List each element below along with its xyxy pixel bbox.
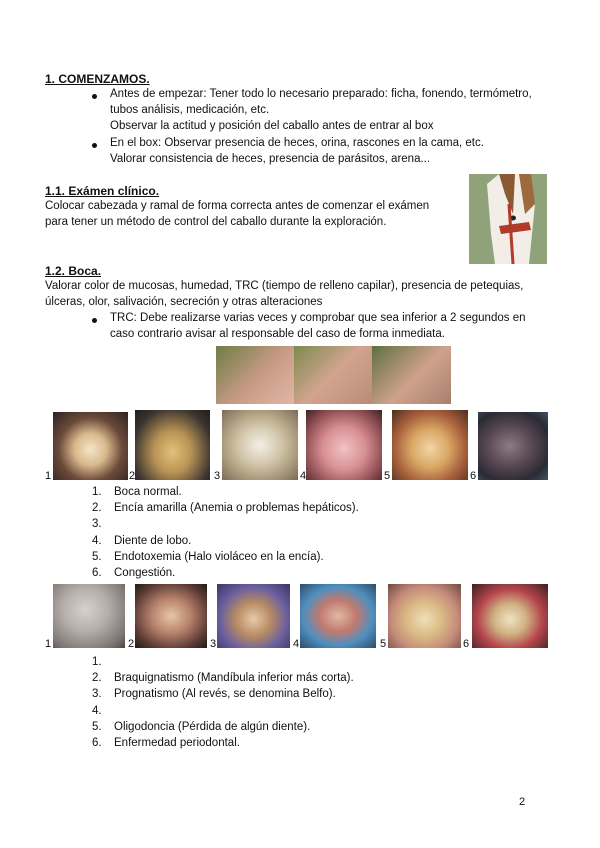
text-line: Valorar consistencia de heces, presencia de parásitos, arena... [110,153,431,165]
list-item: 1. [92,656,102,668]
text-line: Observar la actitud y posición del caballo antes de entrar al box [110,120,434,132]
section-heading-examen: 1.1. Exámen clínico. [45,184,160,198]
mouth-photo-yellow-gum [135,410,210,480]
mouth-photo-prognathism [217,584,290,648]
photo-number: 5 [380,638,387,650]
horse-head-photo [469,174,547,264]
list-item: 2. Braquignatismo (Mandíbula inferior más corta). [92,672,354,685]
mouth-photo-endotoxemia [392,410,468,480]
list-item: 5. Oligodoncia (Pérdida de algún diente). [92,720,311,733]
mouth-photo-row2-1 [53,584,125,648]
section-heading-comenzamos: 1. COMENZAMOS. [45,72,150,86]
text-line: TRC: Debe realizarse varias veces y comprobar que sea inferior a 2 segundos en [110,312,526,324]
text-line: Colocar cabezada y ramal de forma correcta antes de comenzar el exámen [45,200,430,212]
photo-number: 3 [210,638,217,650]
horse-head-image [469,174,547,264]
list-item: 1. Boca normal. [92,486,182,498]
photo-number: 5 [384,470,391,482]
photo-number: 6 [463,638,470,650]
list-item: 3. [92,518,102,531]
bullet-icon [92,94,97,99]
list-item: 6. Congestión. [92,566,176,579]
mouth-photo-brachygnathism [135,584,207,648]
text-line: para tener un método de control del caballo durante la exploración. [45,216,387,228]
mouth-photo-3 [222,410,298,480]
list-item: 5. Endotoxemia (Halo violáceo en la encía). [92,550,324,563]
photo-number: 2 [128,638,135,650]
photo-number: 4 [293,638,300,650]
list-item: 3. Prognatismo (Al revés, se denomina Belfo). [92,688,336,701]
mouth-photo-normal [53,412,128,480]
text-line: Antes de empezar: Tener todo lo necesario preparado: ficha, fonendo, termómetro, [110,88,532,100]
photo-number: 1 [45,470,52,482]
mouth-photo-oligodontia [388,584,461,648]
list-item: 4. Diente de lobo. [92,534,192,547]
photo-number: 4 [300,470,307,482]
trc-photo-2 [294,346,372,404]
trc-photo-3 [372,346,451,404]
page-number: 2 [519,796,526,808]
text-line: úlceras, olor, salivación, secreción y otras alteraciones [45,296,323,308]
photo-number: 2 [129,470,136,482]
photo-number: 3 [214,470,221,482]
text-line: En el box: Observar presencia de heces, orina, rascones en la cama, etc. [110,137,484,149]
text-line: tubos análisis, medicación, etc. [110,104,270,116]
trc-photo-1 [216,346,294,404]
text-line: Valorar color de mucosas, humedad, TRC (tiempo de relleno capilar), presencia de petequias, [45,280,524,292]
list-item: 4. [92,704,102,717]
mouth-photo-congestion [478,412,548,480]
findings-list-1 [92,484,359,581]
bullet-icon [92,318,97,323]
photo-number: 1 [45,638,52,650]
list-item: 6. Enfermedad periodontal. [92,736,240,749]
mouth-photo-periodontal [472,584,548,648]
photo-number: 6 [470,470,477,482]
section-heading-boca: 1.2. Boca. [45,264,102,278]
mouth-photo-row2-4 [300,584,376,648]
findings-list-2 [92,654,354,751]
text-line: caso contrario avisar al responsable del caso de forma inmediata. [110,328,445,340]
list-item: 2. Encía amarilla (Anemia o problemas hepáticos). [92,502,359,515]
mouth-photo-wolf-tooth [306,410,382,480]
bullet-icon [92,143,97,148]
